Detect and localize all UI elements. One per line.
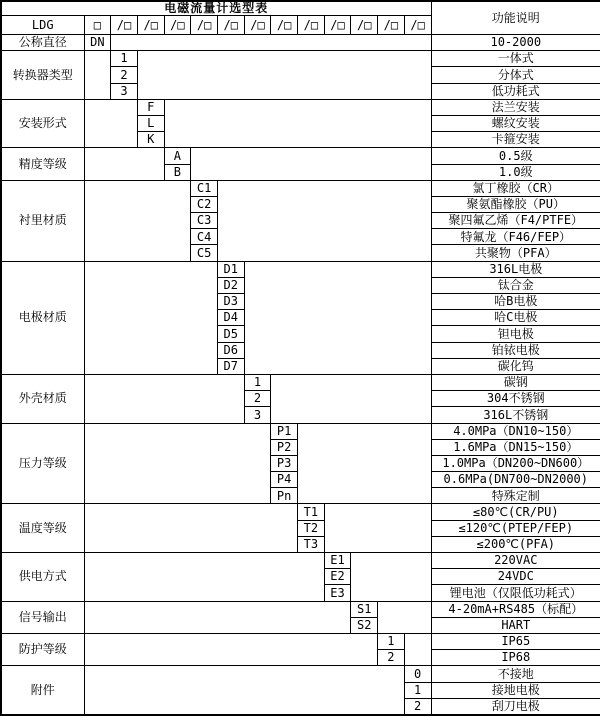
category-label: 电极材质	[1, 261, 84, 374]
table-title: 电磁流量计选型表	[1, 1, 431, 15]
code-cell: B	[164, 164, 191, 180]
code-cell: 3	[244, 407, 271, 423]
description-cell: 卡箍安装	[431, 132, 600, 148]
description-cell: HART	[431, 617, 600, 633]
description-cell: IP68	[431, 650, 600, 666]
code-cell: E1	[324, 553, 351, 569]
code-cell: E3	[324, 585, 351, 601]
grid-spacer-right	[404, 633, 431, 665]
code-cell: A	[164, 148, 191, 164]
category-label: 精度等级	[1, 148, 84, 180]
code-cell: C3	[191, 213, 218, 229]
model-slot-box: /□	[164, 15, 191, 34]
grid-spacer-right	[378, 601, 431, 633]
code-cell: C5	[191, 245, 218, 261]
description-cell: 钽电极	[431, 326, 600, 342]
code-cell: P3	[271, 455, 298, 471]
grid-spacer-right	[111, 35, 431, 51]
grid-spacer-left	[84, 148, 164, 180]
description-cell: 4.0MPa（DN10~150）	[431, 423, 600, 439]
description-cell: IP65	[431, 633, 600, 649]
description-cell: 聚四氟乙烯（F4/PTFE）	[431, 213, 600, 229]
description-cell: 哈B电极	[431, 294, 600, 310]
description-cell: 共聚物（PFA）	[431, 245, 600, 261]
code-cell: P2	[271, 439, 298, 455]
description-cell: 316L电极	[431, 261, 600, 277]
description-cell: 分体式	[431, 67, 600, 83]
description-cell: ≤120℃(PTEP/FEP)	[431, 520, 600, 536]
code-cell: D3	[217, 294, 244, 310]
model-prefix: LDG	[1, 15, 84, 34]
category-label: 压力等级	[1, 423, 84, 504]
code-cell: K	[137, 132, 164, 148]
code-cell: T1	[298, 504, 325, 520]
description-cell: 0.6MPa(DN700~DN2000)	[431, 472, 600, 488]
code-cell: L	[137, 115, 164, 131]
code-cell: T3	[298, 536, 325, 552]
code-cell: F	[137, 99, 164, 115]
description-cell: 接地电极	[431, 682, 600, 698]
model-slot-box: /□	[244, 15, 271, 34]
grid-spacer-left	[84, 99, 137, 148]
model-slot-box: /□	[271, 15, 298, 34]
description-cell: 1.0MPa（DN200~DN600）	[431, 455, 600, 471]
grid-spacer-left	[84, 261, 217, 374]
grid-spacer-right	[324, 504, 431, 553]
code-cell: D5	[217, 326, 244, 342]
description-cell: 刮刀电极	[431, 698, 600, 715]
description-cell: 特殊定制	[431, 488, 600, 504]
model-slot-box: /□	[217, 15, 244, 34]
model-slot-box: /□	[111, 15, 138, 34]
description-cell: 1.0级	[431, 164, 600, 180]
description-cell: ≤80℃(CR/PU)	[431, 504, 600, 520]
code-cell: C4	[191, 229, 218, 245]
code-cell: P4	[271, 472, 298, 488]
grid-spacer-right	[217, 180, 431, 261]
description-cell: 一体式	[431, 51, 600, 67]
description-cell: 碳化钨	[431, 358, 600, 374]
description-cell: 1.6MPa（DN15~150）	[431, 439, 600, 455]
code-cell: E2	[324, 569, 351, 585]
category-label: 温度等级	[1, 504, 84, 553]
category-label: 公称直径	[1, 35, 84, 51]
category-label: 外壳材质	[1, 374, 84, 423]
description-cell: 碳钢	[431, 374, 600, 390]
category-label: 衬里材质	[1, 180, 84, 261]
grid-spacer-left	[84, 666, 404, 715]
model-slot-box: /□	[137, 15, 164, 34]
code-cell: 2	[404, 698, 431, 715]
category-label: 供电方式	[1, 553, 84, 602]
code-cell: 1	[111, 51, 138, 67]
model-slot-box: /□	[191, 15, 218, 34]
description-cell: 10-2000	[431, 35, 600, 51]
grid-spacer-left	[84, 374, 244, 423]
code-cell: S1	[351, 601, 378, 617]
category-label: 转换器类型	[1, 51, 84, 100]
code-cell: C1	[191, 180, 218, 196]
grid-spacer-left	[84, 633, 378, 665]
description-cell: 聚氨酯橡胶（PU）	[431, 196, 600, 212]
grid-spacer-right	[271, 374, 431, 423]
description-cell: ≤200℃(PFA)	[431, 536, 600, 552]
description-cell: 特氟龙（F46/FEP）	[431, 229, 600, 245]
code-cell: Pn	[271, 488, 298, 504]
model-slot-box: /□	[351, 15, 378, 34]
code-cell: 2	[378, 650, 405, 666]
description-cell: 哈C电极	[431, 310, 600, 326]
grid-spacer-left	[84, 504, 298, 553]
description-cell: 法兰安装	[431, 99, 600, 115]
description-cell: 24VDC	[431, 569, 600, 585]
grid-spacer-left	[84, 601, 351, 633]
grid-spacer-left	[84, 180, 191, 261]
code-cell: S2	[351, 617, 378, 633]
model-slot-box: /□	[324, 15, 351, 34]
code-cell: 1	[378, 633, 405, 649]
category-label: 附件	[1, 666, 84, 715]
code-cell: 1	[244, 374, 271, 390]
code-cell: 3	[111, 83, 138, 99]
code-cell: 0	[404, 666, 431, 682]
description-cell: 220VAC	[431, 553, 600, 569]
description-cell: 螺纹安装	[431, 115, 600, 131]
function-column-header: 功能说明	[431, 1, 600, 35]
grid-spacer-right	[351, 553, 431, 602]
description-cell: 氯丁橡胶（CR）	[431, 180, 600, 196]
description-cell: 316L不锈钢	[431, 407, 600, 423]
category-label: 防护等级	[1, 633, 84, 665]
model-slot-box: /□	[378, 15, 405, 34]
grid-spacer-right	[244, 261, 431, 374]
grid-spacer-left	[84, 553, 324, 602]
description-cell: 钛合金	[431, 277, 600, 293]
grid-spacer-right	[137, 51, 431, 100]
code-cell: D4	[217, 310, 244, 326]
grid-spacer-left	[84, 423, 271, 504]
description-cell: 不接地	[431, 666, 600, 682]
grid-spacer-right	[164, 99, 431, 148]
code-cell: DN	[84, 35, 111, 51]
code-cell: 1	[404, 682, 431, 698]
code-cell: C2	[191, 196, 218, 212]
grid-spacer-right	[191, 148, 431, 180]
description-cell: 304不锈钢	[431, 391, 600, 407]
code-cell: T2	[298, 520, 325, 536]
category-label: 信号输出	[1, 601, 84, 633]
description-cell: 4-20mA+RS485（标配）	[431, 601, 600, 617]
model-first-box: □	[84, 15, 111, 34]
category-label: 安装形式	[1, 99, 84, 148]
code-cell: 2	[244, 391, 271, 407]
description-cell: 锂电池（仅限低功耗式）	[431, 585, 600, 601]
code-cell: D1	[217, 261, 244, 277]
code-cell: D2	[217, 277, 244, 293]
code-cell: 2	[111, 67, 138, 83]
grid-spacer-left	[84, 51, 111, 100]
model-slot-box: /□	[404, 15, 431, 34]
description-cell: 低功耗式	[431, 83, 600, 99]
model-slot-box: /□	[298, 15, 325, 34]
grid-spacer-right	[298, 423, 432, 504]
code-cell: D7	[217, 358, 244, 374]
description-cell: 0.5级	[431, 148, 600, 164]
code-cell: P1	[271, 423, 298, 439]
code-cell: D6	[217, 342, 244, 358]
description-cell: 铂铱电极	[431, 342, 600, 358]
